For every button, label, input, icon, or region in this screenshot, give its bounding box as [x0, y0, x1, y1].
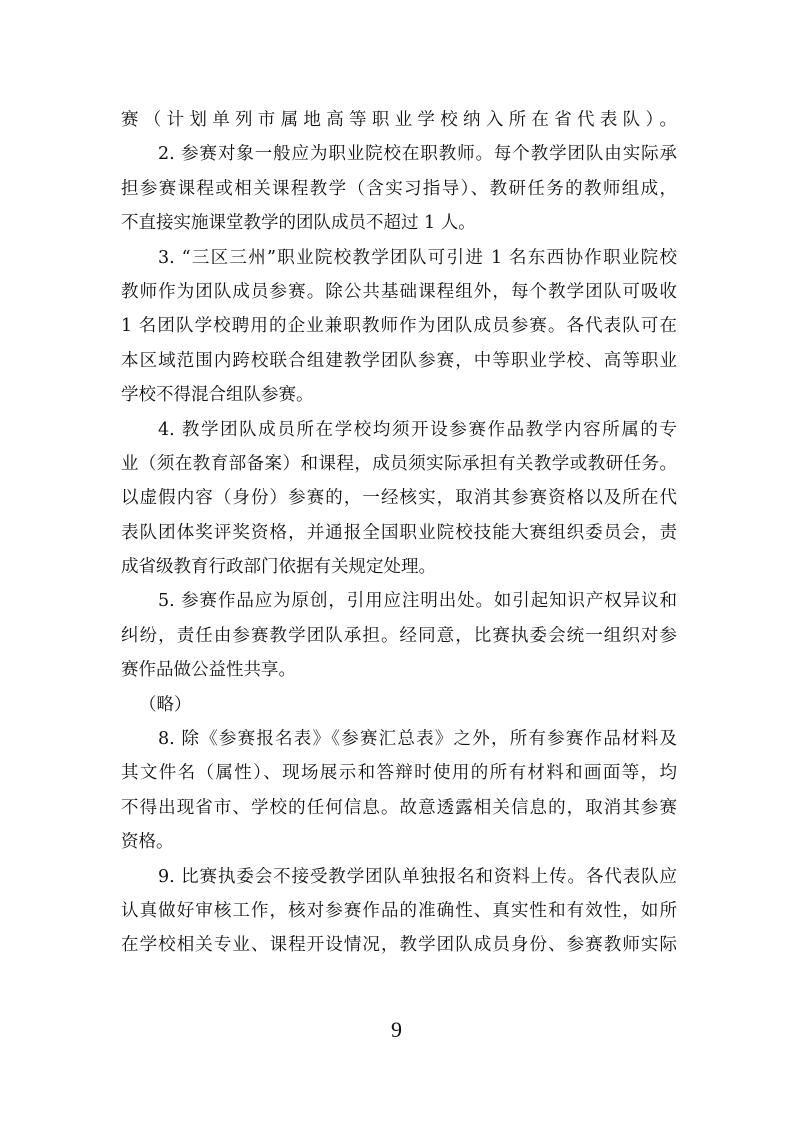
text-line: 8. 除《参赛报名表》《参赛汇总表》之外，所有参赛作品材料及 [158, 729, 677, 750]
text-line: 9. 比赛执委会不接受教学团队单独报名和资料上传。各代表队应 [158, 866, 677, 887]
text-line: 资格。 [121, 832, 174, 853]
text-line: 在学校相关专业、课程开设情况，教学团队成员身份、参赛教师实际 [121, 935, 677, 956]
text-line: 业（须在教育部备案）和课程，成员须实际承担有关教学或教研任务。 [121, 453, 677, 474]
text-line: 赛作品做公益性共享。 [121, 660, 296, 681]
text-line: 不直接实施课堂教学的团队成员不超过 1 人。 [121, 213, 476, 234]
text-line: 4. 教学团队成员所在学校均须开设参赛作品教学内容所属的专 [158, 419, 677, 440]
text-line: 教师作为团队成员参赛。除公共基础课程组外，每个教学团队可吸收 [121, 281, 677, 302]
omitted-marker: （略） [139, 694, 192, 715]
text-line: 成省级教育行政部门依据有关规定处理。 [121, 557, 436, 578]
text-line: 担参赛课程或相关课程教学（含实习指导）、教研任务的教师组成， [121, 178, 677, 199]
text-line: 5. 参赛作品应为原创，引用应注明出处。如引起知识产权异议和 [158, 591, 677, 612]
text-line: 其文件名（属性）、现场展示和答辩时使用的所有材料和画面等，均 [121, 763, 677, 784]
text-line: 2. 参赛对象一般应为职业院校在职教师。每个教学团队由实际承 [158, 144, 677, 165]
text-line: 本区域范围内跨校联合组建教学团队参赛，中等职业学校、高等职业 [121, 350, 677, 371]
text-line: 1 名团队学校聘用的企业兼职教师作为团队成员参赛。各代表队可在 [121, 316, 677, 337]
text-line: 赛（计划单列市属地高等职业学校纳入所在省代表队）。 [121, 110, 677, 130]
text-line: 不得出现省市、学校的任何信息。故意透露相关信息的，取消其参赛 [121, 797, 677, 818]
page-number: 9 [391, 1017, 402, 1042]
text-line: 认真做好审核工作，核对参赛作品的准确性、真实性和有效性，如所 [121, 900, 677, 921]
text-line: 3. “三区三州”职业院校教学团队可引进 1 名东西协作职业院校 [158, 247, 677, 268]
text-line: 表队团体奖评奖资格，并通报全国职业院校技能大赛组织委员会，责 [121, 522, 677, 543]
document-body [121, 103, 677, 963]
text-line: 学校不得混合组队参赛。 [121, 385, 314, 406]
text-line: 以虚假内容（身份）参赛的，一经核实，取消其参赛资格以及所在代 [121, 488, 677, 509]
text-line: 纠纷，责任由参赛教学团队承担。经同意，比赛执委会统一组织对参 [121, 625, 677, 646]
